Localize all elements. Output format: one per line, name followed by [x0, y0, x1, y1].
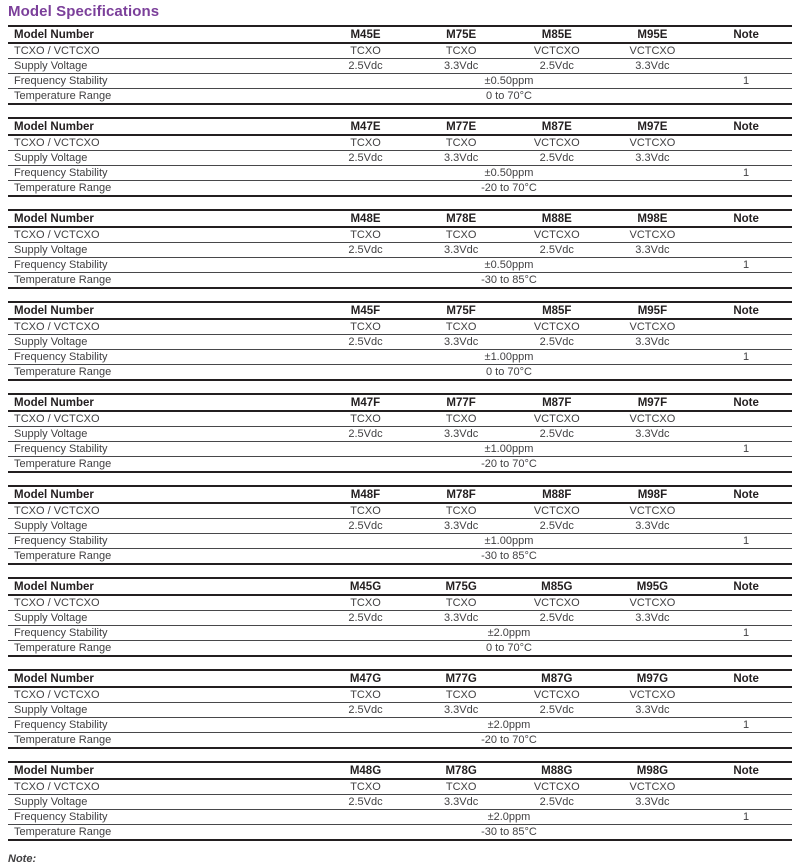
- model-number: M87E: [541, 120, 572, 133]
- frequency-stability-row: [8, 810, 792, 825]
- frequency-stability-row: [8, 626, 792, 641]
- frequency-stability-value: ±0.50ppm: [484, 259, 534, 271]
- voltage-value: 2.5Vdc: [539, 612, 574, 624]
- type-value: VCTCXO: [533, 229, 580, 241]
- type-value: TCXO: [350, 689, 381, 701]
- row-label-frequency-stability: Frequency Stability: [14, 351, 108, 363]
- supply-voltage-row: [8, 795, 792, 810]
- supply-voltage-row: [8, 703, 792, 718]
- type-value: TCXO: [350, 229, 381, 241]
- model-number: M87G: [541, 672, 573, 685]
- row-label-frequency-stability: Frequency Stability: [14, 627, 108, 639]
- table-header-row: [8, 579, 792, 596]
- note-column-header: Note: [733, 672, 759, 685]
- model-number: M78F: [446, 488, 476, 501]
- voltage-value: 3.3Vdc: [444, 244, 479, 256]
- table-header-row: [8, 671, 792, 688]
- row-label-type: TCXO / VCTCXO: [14, 321, 100, 333]
- temperature-range-value: -30 to 85°C: [481, 274, 537, 286]
- model-number: M78G: [445, 764, 477, 777]
- model-number: M98E: [637, 212, 668, 225]
- type-value: TCXO: [350, 781, 381, 793]
- table-header-row: [8, 303, 792, 320]
- voltage-value: 2.5Vdc: [539, 152, 574, 164]
- supply-voltage-row: [8, 243, 792, 258]
- table-header-row: [8, 119, 792, 136]
- temperature-range-row: [8, 365, 792, 379]
- temperature-range-row: [8, 549, 792, 563]
- temperature-range-row: [8, 733, 792, 747]
- voltage-value: 3.3Vdc: [635, 428, 670, 440]
- model-number: M97E: [637, 120, 668, 133]
- row-label-model-number: Model Number: [14, 28, 94, 41]
- row-label-temperature-range: Temperature Range: [14, 90, 112, 102]
- model-number: M77E: [446, 120, 477, 133]
- type-value: TCXO: [350, 597, 381, 609]
- spec-table: [8, 485, 792, 565]
- voltage-value: 3.3Vdc: [635, 336, 670, 348]
- type-value: VCTCXO: [533, 137, 580, 149]
- note-column-header: Note: [733, 212, 759, 225]
- model-number: M75F: [446, 304, 476, 317]
- footer-note-label: Note:: [8, 853, 37, 865]
- model-number: M75E: [446, 28, 477, 41]
- model-number: M97G: [636, 672, 669, 685]
- type-value: VCTCXO: [629, 137, 676, 149]
- supply-voltage-row: [8, 519, 792, 534]
- model-number: M77G: [445, 672, 477, 685]
- voltage-value: 2.5Vdc: [348, 796, 383, 808]
- voltage-value: 3.3Vdc: [635, 704, 670, 716]
- row-label-type: TCXO / VCTCXO: [14, 229, 100, 241]
- type-row: [8, 688, 792, 703]
- row-label-model-number: Model Number: [14, 580, 94, 593]
- voltage-value: 2.5Vdc: [539, 428, 574, 440]
- frequency-stability-value: ±2.0ppm: [487, 811, 531, 823]
- type-row: [8, 780, 792, 795]
- spec-table: [8, 761, 792, 841]
- voltage-value: 2.5Vdc: [348, 612, 383, 624]
- model-number: M97F: [637, 396, 668, 409]
- model-number: M47F: [350, 396, 381, 409]
- note-column-header: Note: [733, 304, 759, 317]
- frequency-stability-row: [8, 442, 792, 457]
- model-number: M88G: [541, 764, 573, 777]
- temperature-range-value: -20 to 70°C: [481, 182, 537, 194]
- document-page: [8, 0, 792, 865]
- temperature-range-row: [8, 641, 792, 655]
- model-number: M47G: [349, 672, 382, 685]
- spec-table: [8, 301, 792, 381]
- row-label-type: TCXO / VCTCXO: [14, 597, 100, 609]
- type-value: VCTCXO: [629, 45, 676, 57]
- row-label-temperature-range: Temperature Range: [14, 826, 112, 838]
- temperature-range-row: [8, 457, 792, 471]
- frequency-stability-value: ±1.00ppm: [484, 351, 534, 363]
- model-number: M98F: [637, 488, 668, 501]
- voltage-value: 3.3Vdc: [444, 152, 479, 164]
- spec-table: [8, 209, 792, 289]
- model-number: M95E: [637, 28, 668, 41]
- type-value: TCXO: [445, 229, 477, 241]
- type-value: VCTCXO: [533, 781, 580, 793]
- row-label-supply-voltage: Supply Voltage: [14, 244, 88, 256]
- stability-note-value: 1: [743, 719, 750, 731]
- row-label-type: TCXO / VCTCXO: [14, 413, 100, 425]
- voltage-value: 3.3Vdc: [444, 796, 479, 808]
- type-value: VCTCXO: [533, 45, 580, 57]
- stability-note-value: 1: [743, 75, 750, 87]
- type-value: TCXO: [445, 505, 477, 517]
- supply-voltage-row: [8, 335, 792, 350]
- voltage-value: 2.5Vdc: [539, 520, 574, 532]
- type-value: VCTCXO: [629, 321, 676, 333]
- row-label-temperature-range: Temperature Range: [14, 274, 112, 286]
- frequency-stability-row: [8, 350, 792, 365]
- supply-voltage-row: [8, 151, 792, 166]
- row-label-supply-voltage: Supply Voltage: [14, 704, 88, 716]
- voltage-value: 3.3Vdc: [444, 60, 479, 72]
- row-label-model-number: Model Number: [14, 120, 94, 133]
- model-number: M45F: [350, 304, 381, 317]
- type-value: TCXO: [350, 137, 381, 149]
- type-value: VCTCXO: [629, 505, 676, 517]
- temperature-range-row: [8, 825, 792, 839]
- voltage-value: 3.3Vdc: [444, 612, 479, 624]
- type-value: VCTCXO: [533, 689, 580, 701]
- row-label-temperature-range: Temperature Range: [14, 182, 112, 194]
- voltage-value: 2.5Vdc: [539, 796, 574, 808]
- note-column-header: Note: [733, 120, 759, 133]
- spec-table: [8, 577, 792, 657]
- voltage-value: 3.3Vdc: [635, 612, 670, 624]
- row-label-frequency-stability: Frequency Stability: [14, 167, 108, 179]
- table-header-row: [8, 211, 792, 228]
- voltage-value: 2.5Vdc: [539, 704, 574, 716]
- type-value: VCTCXO: [533, 505, 580, 517]
- model-number: M48G: [349, 764, 382, 777]
- row-label-frequency-stability: Frequency Stability: [14, 811, 108, 823]
- voltage-value: 3.3Vdc: [635, 520, 670, 532]
- note-column-header: Note: [733, 396, 759, 409]
- voltage-value: 2.5Vdc: [539, 336, 574, 348]
- note-column-header: Note: [733, 764, 759, 777]
- row-label-model-number: Model Number: [14, 764, 94, 777]
- frequency-stability-row: [8, 166, 792, 181]
- note-column-header: Note: [733, 28, 759, 41]
- table-header-row: [8, 763, 792, 780]
- stability-note-value: 1: [743, 351, 750, 363]
- type-value: TCXO: [350, 45, 381, 57]
- row-label-supply-voltage: Supply Voltage: [14, 60, 88, 72]
- stability-note-value: 1: [743, 627, 750, 639]
- spec-table: [8, 393, 792, 473]
- model-number: M78E: [446, 212, 477, 225]
- model-number: M48E: [350, 212, 381, 225]
- spec-table: [8, 117, 792, 197]
- voltage-value: 3.3Vdc: [635, 60, 670, 72]
- frequency-stability-value: ±0.50ppm: [484, 167, 534, 179]
- frequency-stability-row: [8, 258, 792, 273]
- temperature-range-value: 0 to 70°C: [485, 366, 532, 378]
- voltage-value: 2.5Vdc: [539, 60, 574, 72]
- row-label-supply-voltage: Supply Voltage: [14, 612, 88, 624]
- row-label-temperature-range: Temperature Range: [14, 366, 112, 378]
- type-row: [8, 44, 792, 59]
- row-label-type: TCXO / VCTCXO: [14, 505, 100, 517]
- frequency-stability-value: ±2.0ppm: [487, 719, 531, 731]
- row-label-frequency-stability: Frequency Stability: [14, 443, 108, 455]
- model-number: M95F: [637, 304, 668, 317]
- row-label-temperature-range: Temperature Range: [14, 734, 112, 746]
- temperature-range-value: -20 to 70°C: [481, 458, 537, 470]
- type-row: [8, 504, 792, 519]
- model-number: M88F: [542, 488, 572, 501]
- model-number: M75G: [445, 580, 477, 593]
- supply-voltage-row: [8, 611, 792, 626]
- row-label-type: TCXO / VCTCXO: [14, 137, 100, 149]
- type-value: TCXO: [350, 505, 381, 517]
- row-label-temperature-range: Temperature Range: [14, 458, 112, 470]
- type-row: [8, 228, 792, 243]
- row-label-supply-voltage: Supply Voltage: [14, 336, 88, 348]
- row-label-supply-voltage: Supply Voltage: [14, 520, 88, 532]
- frequency-stability-row: [8, 534, 792, 549]
- table-header-row: [8, 487, 792, 504]
- model-number: M87F: [542, 396, 572, 409]
- row-label-type: TCXO / VCTCXO: [14, 45, 100, 57]
- type-value: VCTCXO: [629, 689, 676, 701]
- stability-note-value: 1: [743, 535, 750, 547]
- type-value: TCXO: [350, 413, 381, 425]
- type-row: [8, 320, 792, 335]
- voltage-value: 2.5Vdc: [348, 704, 383, 716]
- temperature-range-row: [8, 273, 792, 287]
- row-label-supply-voltage: Supply Voltage: [14, 152, 88, 164]
- model-number: M95G: [636, 580, 669, 593]
- model-number: M45G: [349, 580, 382, 593]
- type-value: TCXO: [445, 45, 477, 57]
- model-number: M48F: [350, 488, 381, 501]
- type-value: TCXO: [445, 597, 477, 609]
- spec-tables-container: [8, 25, 792, 841]
- voltage-value: 3.3Vdc: [635, 796, 670, 808]
- frequency-stability-value: ±0.50ppm: [484, 75, 534, 87]
- voltage-value: 3.3Vdc: [444, 336, 479, 348]
- temperature-range-value: 0 to 70°C: [485, 642, 532, 654]
- frequency-stability-value: ±2.0ppm: [487, 627, 531, 639]
- temperature-range-value: 0 to 70°C: [485, 90, 532, 102]
- voltage-value: 2.5Vdc: [539, 244, 574, 256]
- voltage-value: 2.5Vdc: [348, 244, 383, 256]
- row-label-temperature-range: Temperature Range: [14, 642, 112, 654]
- voltage-value: 3.3Vdc: [444, 428, 479, 440]
- row-label-model-number: Model Number: [14, 396, 94, 409]
- stability-note-value: 1: [743, 259, 750, 271]
- voltage-value: 2.5Vdc: [348, 428, 383, 440]
- note-column-header: Note: [733, 488, 759, 501]
- note-column-header: Note: [733, 580, 759, 593]
- voltage-value: 2.5Vdc: [348, 60, 383, 72]
- spec-table: [8, 25, 792, 105]
- model-number: M85F: [542, 304, 572, 317]
- temperature-range-value: -30 to 85°C: [481, 550, 537, 562]
- type-value: TCXO: [445, 137, 477, 149]
- row-label-type: TCXO / VCTCXO: [14, 781, 100, 793]
- row-label-model-number: Model Number: [14, 304, 94, 317]
- table-header-row: [8, 27, 792, 44]
- stability-note-value: 1: [743, 811, 750, 823]
- type-value: VCTCXO: [533, 321, 580, 333]
- voltage-value: 2.5Vdc: [348, 152, 383, 164]
- type-value: VCTCXO: [629, 597, 676, 609]
- spec-table: [8, 669, 792, 749]
- type-value: VCTCXO: [533, 413, 580, 425]
- row-label-model-number: Model Number: [14, 488, 94, 501]
- voltage-value: 3.3Vdc: [444, 520, 479, 532]
- type-row: [8, 412, 792, 427]
- model-number: M47E: [350, 120, 381, 133]
- type-value: TCXO: [350, 321, 381, 333]
- model-number: M77F: [446, 396, 476, 409]
- model-number: M85G: [541, 580, 573, 593]
- type-row: [8, 136, 792, 151]
- stability-note-value: 1: [743, 443, 750, 455]
- row-label-model-number: Model Number: [14, 212, 94, 225]
- page-title: Model Specifications: [8, 3, 160, 20]
- model-number: M85E: [541, 28, 572, 41]
- type-value: TCXO: [445, 413, 477, 425]
- row-label-frequency-stability: Frequency Stability: [14, 259, 108, 271]
- voltage-value: 2.5Vdc: [348, 520, 383, 532]
- row-label-frequency-stability: Frequency Stability: [14, 719, 108, 731]
- frequency-stability-value: ±1.00ppm: [484, 443, 534, 455]
- row-label-frequency-stability: Frequency Stability: [14, 535, 108, 547]
- temperature-range-value: -20 to 70°C: [481, 734, 537, 746]
- table-header-row: [8, 395, 792, 412]
- voltage-value: 3.3Vdc: [635, 244, 670, 256]
- model-number: M45E: [350, 28, 381, 41]
- supply-voltage-row: [8, 427, 792, 442]
- voltage-value: 2.5Vdc: [348, 336, 383, 348]
- type-value: VCTCXO: [629, 413, 676, 425]
- voltage-value: 3.3Vdc: [444, 704, 479, 716]
- temperature-range-row: [8, 181, 792, 195]
- supply-voltage-row: [8, 59, 792, 74]
- row-label-temperature-range: Temperature Range: [14, 550, 112, 562]
- stability-note-value: 1: [743, 167, 750, 179]
- row-label-model-number: Model Number: [14, 672, 94, 685]
- row-label-supply-voltage: Supply Voltage: [14, 428, 88, 440]
- type-value: TCXO: [445, 689, 477, 701]
- model-number: M98G: [636, 764, 669, 777]
- row-label-supply-voltage: Supply Voltage: [14, 796, 88, 808]
- type-row: [8, 596, 792, 611]
- type-value: VCTCXO: [629, 229, 676, 241]
- type-value: TCXO: [445, 781, 477, 793]
- type-value: VCTCXO: [533, 597, 580, 609]
- voltage-value: 3.3Vdc: [635, 152, 670, 164]
- model-number: M88E: [541, 212, 572, 225]
- frequency-stability-row: [8, 74, 792, 89]
- frequency-stability-row: [8, 718, 792, 733]
- row-label-type: TCXO / VCTCXO: [14, 689, 100, 701]
- type-value: VCTCXO: [629, 781, 676, 793]
- type-value: TCXO: [445, 321, 477, 333]
- temperature-range-row: [8, 89, 792, 103]
- row-label-frequency-stability: Frequency Stability: [14, 75, 108, 87]
- frequency-stability-value: ±1.00ppm: [484, 535, 534, 547]
- temperature-range-value: -30 to 85°C: [481, 826, 537, 838]
